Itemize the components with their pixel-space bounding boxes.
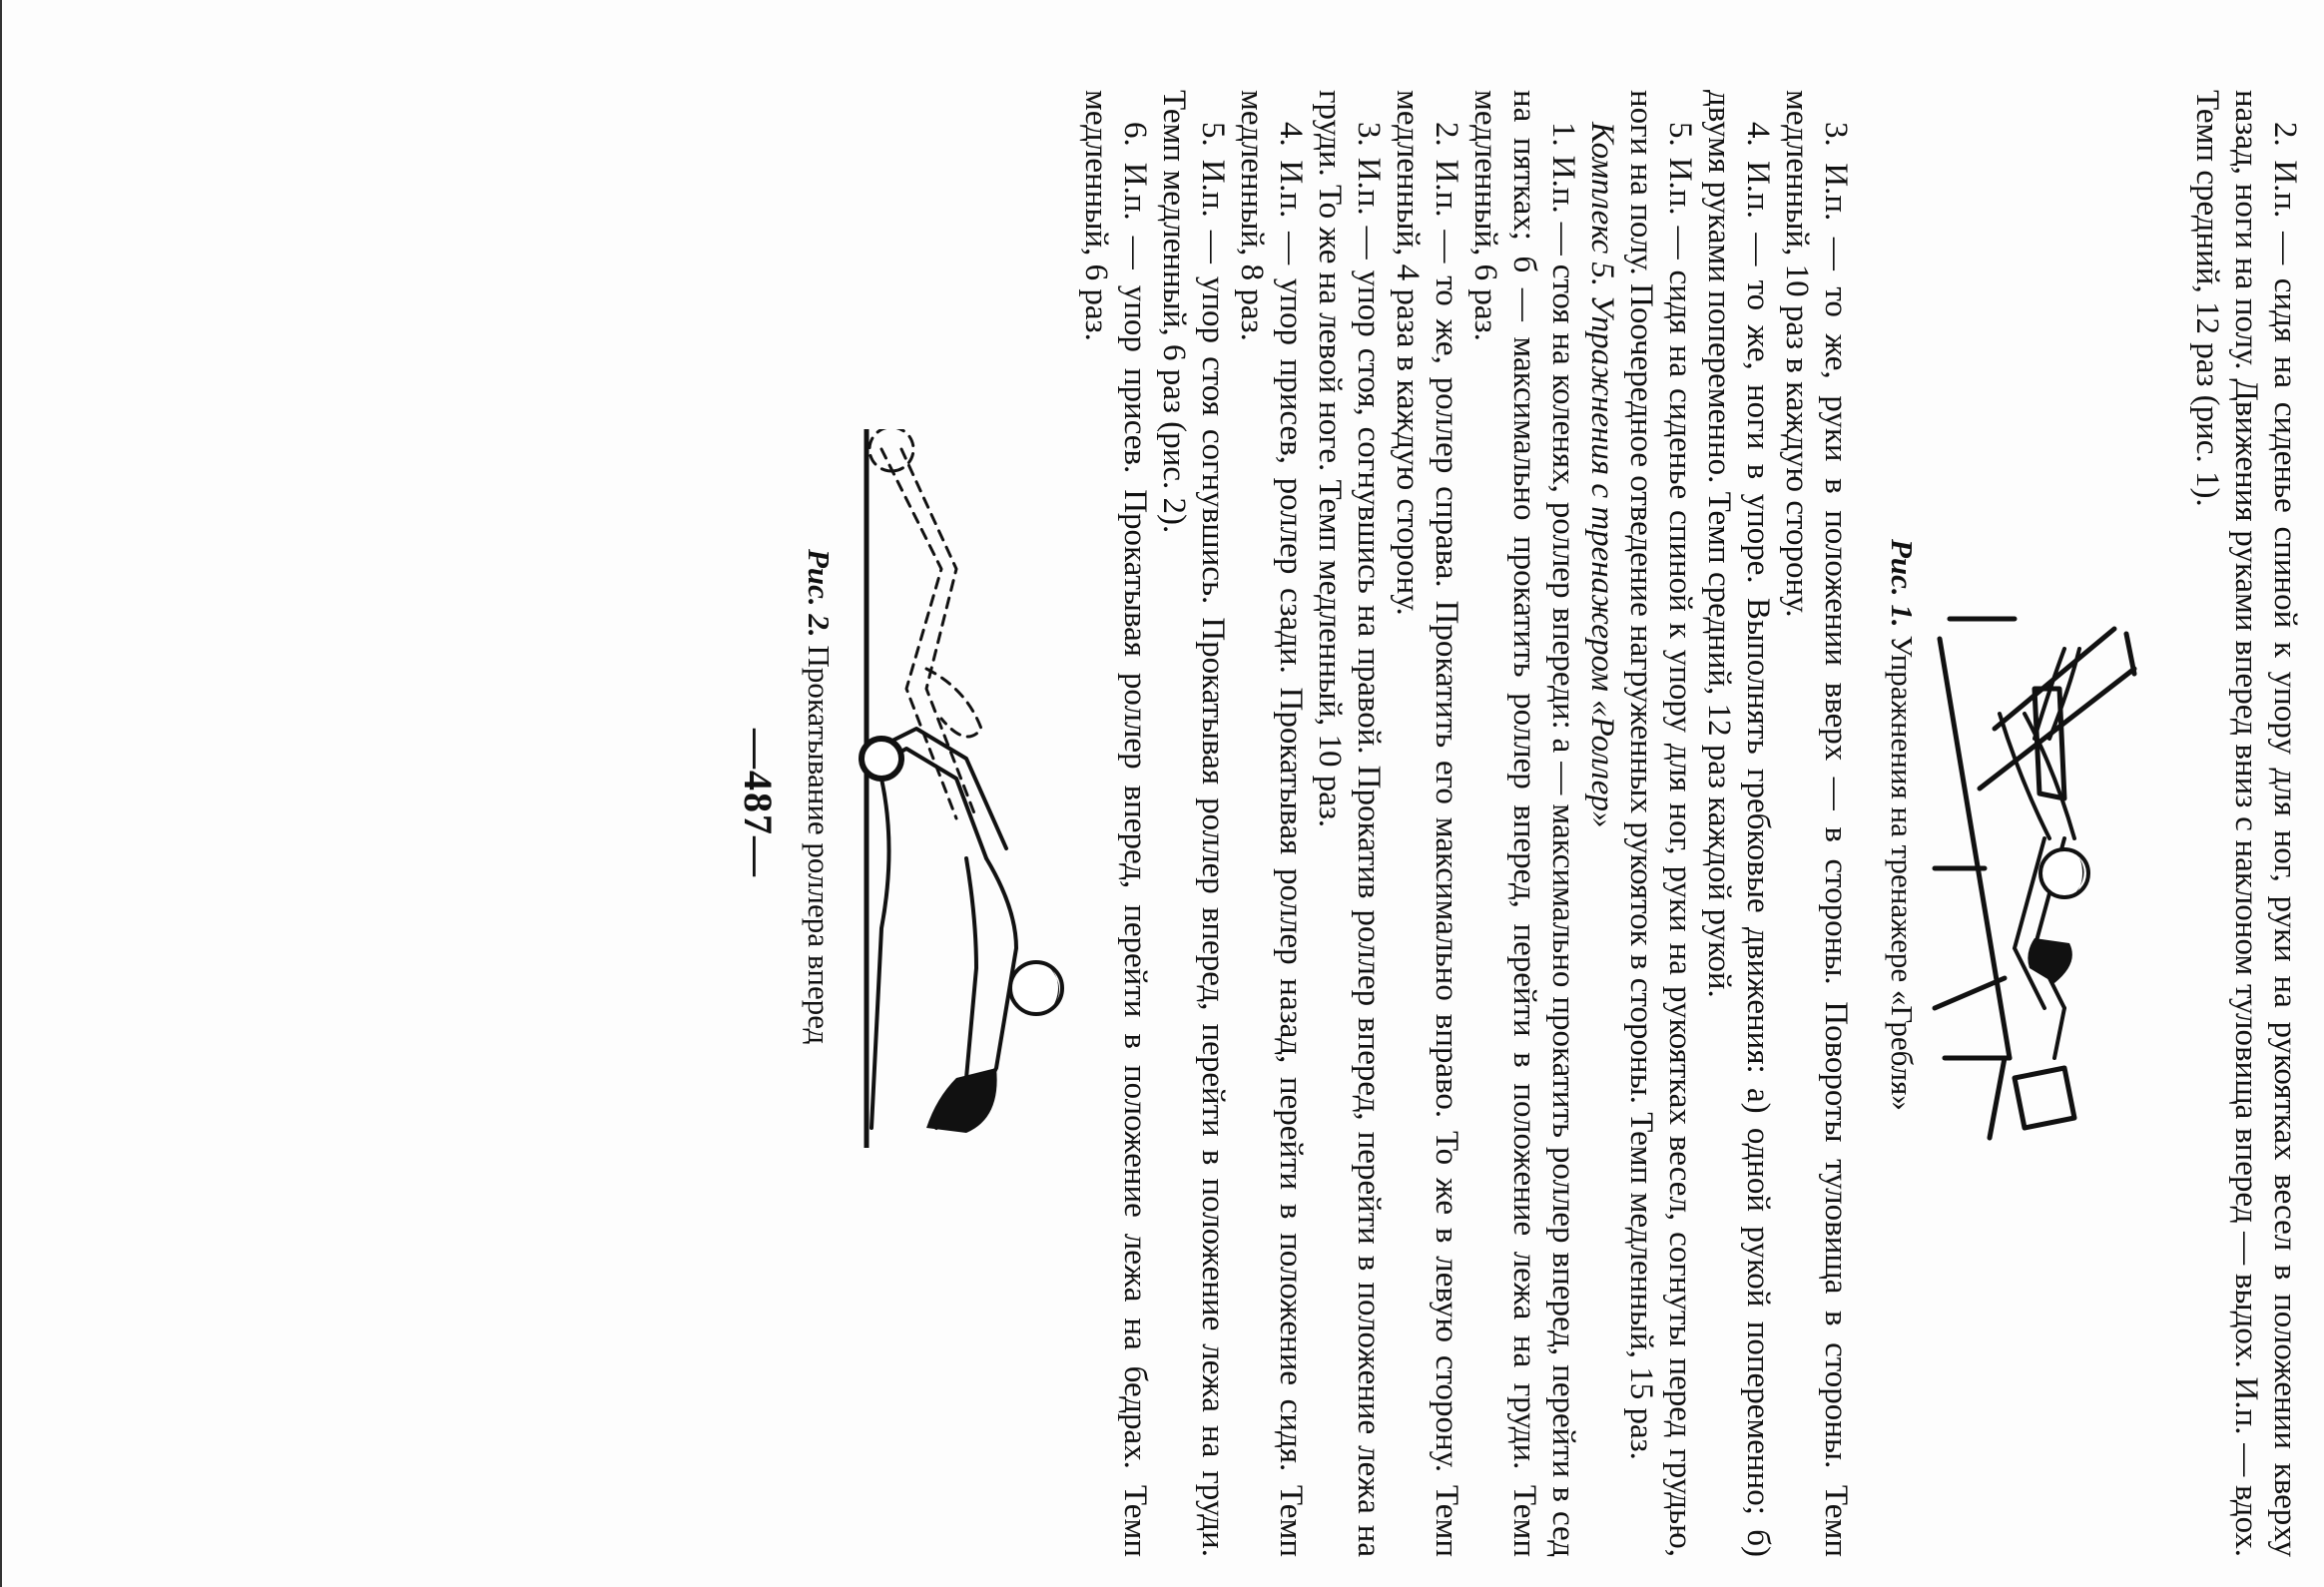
text-block-middle — [1076, 90, 1855, 1557]
paragraph: 3. И.п. — то же, руки в положении вверх — в стороны. Повороты туловища в стороны. Темп медленный, 10 раз в каждую сторону. — [1779, 90, 1854, 1557]
text-block-top — [2187, 90, 2304, 1557]
paragraph: 3. И.п. — упор стоя, согнувшись на правой. Прокатив роллер вперед, перейти в положение лежа на груди. То же на левой ноге. Темп медленный, 10 раз. — [1312, 90, 1387, 1557]
figure-roller — [847, 429, 1076, 1148]
figure-rowing-machine — [1925, 539, 2174, 1158]
paragraph: 2. И.п. — сидя на сиденье спиной к упору для ног, руки на рукоятках весел в положении кверху назад, ноги на полу. Движения руками вперед вниз с наклоном туловища вперед — выдох. И.п. — вдох. Темп средний, 12 раз (рис. 1). — [2189, 90, 2303, 1557]
paragraph: 2. И.п. — то же, роллер справа. Прокатить его максимально вправо. То же в левую сторону. Темп медленный, 4 раза в каждую сторону. — [1390, 90, 1464, 1557]
figure-2-title: Прокатывание роллера вперед — [802, 645, 837, 1045]
figure-1-title: Упражнения на тренажере «Гребля» — [1885, 635, 1920, 1111]
page-number: —487— — [736, 729, 781, 878]
figure-2-caption — [801, 549, 837, 1044]
paragraph: 4. И.п. — то же, ноги в упоре. Выполнять гребковые движения: а) одной рукой попеременно; б) двумя руками попеременно. Темп средний, 12 раз каждой рукой. — [1701, 90, 1776, 1557]
figure-1-caption — [1884, 539, 1920, 1111]
complex-heading: Комплекс 5. Упражнения с тренажером «Роллер» — [1584, 122, 1620, 828]
paragraph: 6. И.п. — упор присев. Прокатывая роллер вперед, перейти в положение лежа на бедрах. Темп медленный, 6 раз. — [1078, 90, 1153, 1557]
paragraph: 5. И.п. — упор стоя согнувшись. Прокатывая роллер вперед, перейти в положение лежа на груди. Темп медленный, 6 раз (рис. 2). — [1156, 90, 1231, 1557]
paragraph: 4. И.п. — упор присев, роллер сзади. Прокатывая роллер назад, перейти в положение сидя. Темп медленный, 8 раз. — [1234, 90, 1309, 1557]
paragraph: 5. И.п. — сидя на сиденье спиной к упору для ног, руки на рукоятках весел, согнуты перед грудью, ноги на полу. Поочередное отведение нагруженных рукояток в стороны. Темп медленный, 15 раз. — [1623, 90, 1698, 1557]
figure-2-label: Рис. 2. — [802, 549, 837, 638]
paragraph: 1. И.п. — стоя на коленях, роллер впереди: а — максимально прокатить роллер вперед, перейти в сед на пятках; б — максимально прокатить роллер вперед, перейти в положение лежа на груди. Темп медленный, 6 раз. — [1467, 90, 1581, 1557]
figure-1-label: Рис. 1. — [1885, 539, 1920, 628]
